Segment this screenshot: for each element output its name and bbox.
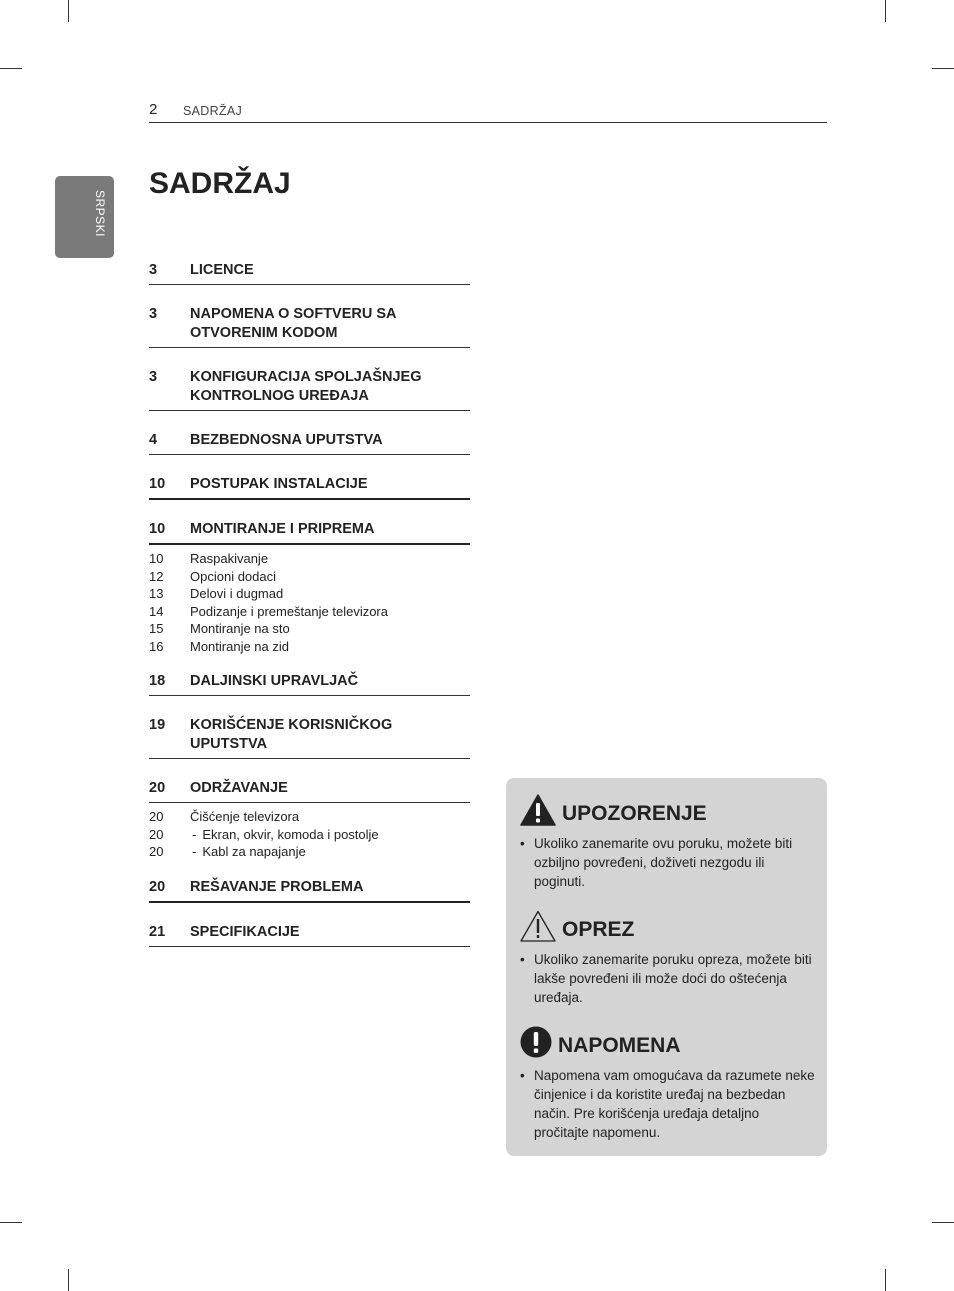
toc-subentry-dash: -: [192, 826, 197, 842]
toc-subentry-page: 20: [149, 826, 164, 842]
toc-subentry[interactable]: [149, 620, 470, 638]
warning-filled-icon: [520, 794, 556, 826]
toc-section: [149, 779, 470, 861]
toc-entry-page: 19: [149, 717, 166, 733]
crop-mark: [0, 68, 22, 69]
toc-entry-title: ODRŽAVANJE: [190, 780, 288, 796]
toc-entry[interactable]: [149, 305, 470, 348]
crop-mark: [68, 1269, 69, 1291]
toc-subentry-page: 13: [149, 586, 164, 601]
toc-subentries: [149, 545, 470, 655]
toc-subentry-title: Raspakivanje: [190, 551, 269, 566]
toc-subentry-page: 12: [149, 568, 164, 584]
toc-entry-title: NAPOMENA O SOFTVERU SA OTVORENIM KODOM: [190, 306, 396, 341]
toc-subentry-page: 20: [149, 809, 164, 824]
toc-subentry[interactable]: [149, 585, 470, 603]
toc-entry-title: SPECIFIKACIJE: [190, 923, 300, 940]
caution-text: Ukoliko zanemarite poruku opreza, možete biti lakše povređeni ili može doći do oštećenja uređaja.: [534, 952, 812, 1005]
toc-subentry-title: Delovi i dugmad: [190, 586, 284, 601]
toc-subentry[interactable]: [149, 603, 470, 621]
toc-subentry-title: Kabl za napajanje: [202, 844, 306, 859]
toc-entry-page: 10: [149, 476, 166, 492]
toc-entry[interactable]: [149, 475, 470, 500]
caution-text-item: [520, 950, 815, 1007]
toc-section: [149, 672, 470, 696]
toc-entry-page: 3: [149, 262, 158, 278]
table-of-contents: [149, 261, 470, 967]
toc-entry-page: 4: [149, 432, 158, 448]
toc-entry[interactable]: [149, 923, 470, 947]
toc-section: [149, 716, 470, 759]
running-header: [149, 100, 827, 123]
toc-subentry-dash: -: [192, 844, 197, 859]
toc-section: [149, 305, 470, 348]
page-number: 2: [149, 101, 158, 118]
toc-entry-page: 10: [149, 521, 166, 537]
toc-subentry[interactable]: [149, 568, 470, 586]
caution-title: OPREZ: [562, 918, 635, 941]
warning-text: Ukoliko zanemarite ovu poruku, možete biti ozbiljno povređeni, doživeti nezgodu ili poginuti.: [534, 836, 793, 889]
toc-entry-page: 20: [149, 878, 166, 895]
toc-subentry[interactable]: [149, 843, 470, 861]
caution-header: [520, 906, 815, 942]
bullet: •: [520, 952, 525, 967]
crop-mark: [932, 68, 954, 69]
toc-entry[interactable]: [149, 878, 470, 903]
toc-subentry[interactable]: [149, 826, 470, 844]
toc-subentry-title: Montiranje na sto: [190, 621, 290, 636]
caution-notice: [520, 906, 815, 1007]
toc-entry-title: KORIŠĆENJE KORISNIČKOG UPUTSTVA: [190, 717, 393, 752]
toc-subentry-title: Montiranje na zid: [190, 638, 289, 654]
language-tab: [55, 176, 114, 258]
toc-entry-title: DALJINSKI UPRAVLJAČ: [190, 673, 359, 689]
note-header: [520, 1022, 815, 1058]
warning-title: UPOZORENJE: [562, 802, 707, 825]
toc-entry[interactable]: [149, 431, 470, 455]
toc-section: [149, 923, 470, 947]
toc-section: [149, 475, 470, 500]
caution-outline-icon: [520, 910, 556, 942]
toc-entry-title: REŠAVANJE PROBLEMA: [190, 878, 364, 895]
toc-entry-title: POSTUPAK INSTALACIJE: [190, 476, 368, 492]
toc-entry-page: 20: [149, 780, 166, 796]
toc-section: [149, 878, 470, 903]
toc-entry-title: MONTIRANJE I PRIPREMA: [190, 521, 375, 537]
toc-entry[interactable]: [149, 672, 470, 696]
toc-entry[interactable]: [149, 779, 470, 803]
bullet: •: [520, 836, 525, 851]
toc-entry-title: LICENCE: [190, 262, 254, 278]
toc-subentry-page: 14: [149, 603, 164, 619]
toc-subentry-title: Čišćenje televizora: [190, 809, 300, 824]
toc-subentry-title: Podizanje i premeštanje televizora: [190, 603, 388, 619]
toc-section: [149, 431, 470, 455]
crop-mark: [885, 0, 886, 22]
toc-subentries: [149, 803, 470, 861]
toc-entry-page: 3: [149, 306, 158, 322]
crop-mark: [0, 1222, 22, 1223]
safety-notice-box: [506, 778, 827, 1156]
language-tab-label: SRPSKI: [93, 190, 107, 238]
toc-section: [149, 368, 470, 411]
page-title: SADRŽAJ: [149, 167, 291, 200]
note-notice: [520, 1022, 815, 1142]
toc-entry-page: 21: [149, 923, 166, 940]
toc-entry-title: BEZBEDNOSNA UPUTSTVA: [190, 432, 383, 448]
toc-entry-title: KONFIGURACIJA SPOLJAŠNJEG KONTROLNOG UREĐAJA: [190, 369, 422, 404]
crop-mark: [68, 0, 69, 22]
header-section-title: SADRŽAJ: [183, 104, 243, 118]
toc-entry[interactable]: [149, 716, 470, 759]
toc-subentry[interactable]: [149, 550, 470, 568]
warning-notice: [520, 790, 815, 891]
toc-entry[interactable]: [149, 368, 470, 411]
toc-section: [149, 520, 470, 655]
toc-subentry-page: 15: [149, 621, 164, 636]
toc-entry-page: 3: [149, 369, 158, 385]
toc-entry[interactable]: [149, 520, 470, 545]
toc-subentry[interactable]: [149, 638, 470, 656]
exclamation-circle-icon: [520, 1026, 552, 1058]
note-text-item: [520, 1066, 815, 1142]
bullet: •: [520, 1068, 525, 1083]
toc-subentry-page: 10: [149, 551, 164, 566]
note-text: Napomena vam omogućava da razumete neke činjenice i da koristite uređaj na bezbedan način. Pre korišćenja uređaja detaljno pročitajte napomenu.: [534, 1068, 815, 1140]
toc-subentry-page: 20: [149, 844, 164, 859]
toc-entry-page: 18: [149, 673, 166, 689]
toc-subentry-title: Ekran, okvir, komoda i postolje: [202, 826, 379, 842]
toc-entry[interactable]: [149, 261, 470, 285]
warning-text-item: [520, 834, 815, 891]
crop-mark: [885, 1269, 886, 1291]
toc-subentry-title: Opcioni dodaci: [190, 568, 276, 584]
toc-subentry[interactable]: [149, 808, 470, 826]
note-title: NAPOMENA: [558, 1034, 681, 1057]
toc-section: [149, 261, 470, 285]
warning-header: [520, 790, 815, 826]
toc-subentry-page: 16: [149, 638, 164, 654]
crop-mark: [932, 1222, 954, 1223]
